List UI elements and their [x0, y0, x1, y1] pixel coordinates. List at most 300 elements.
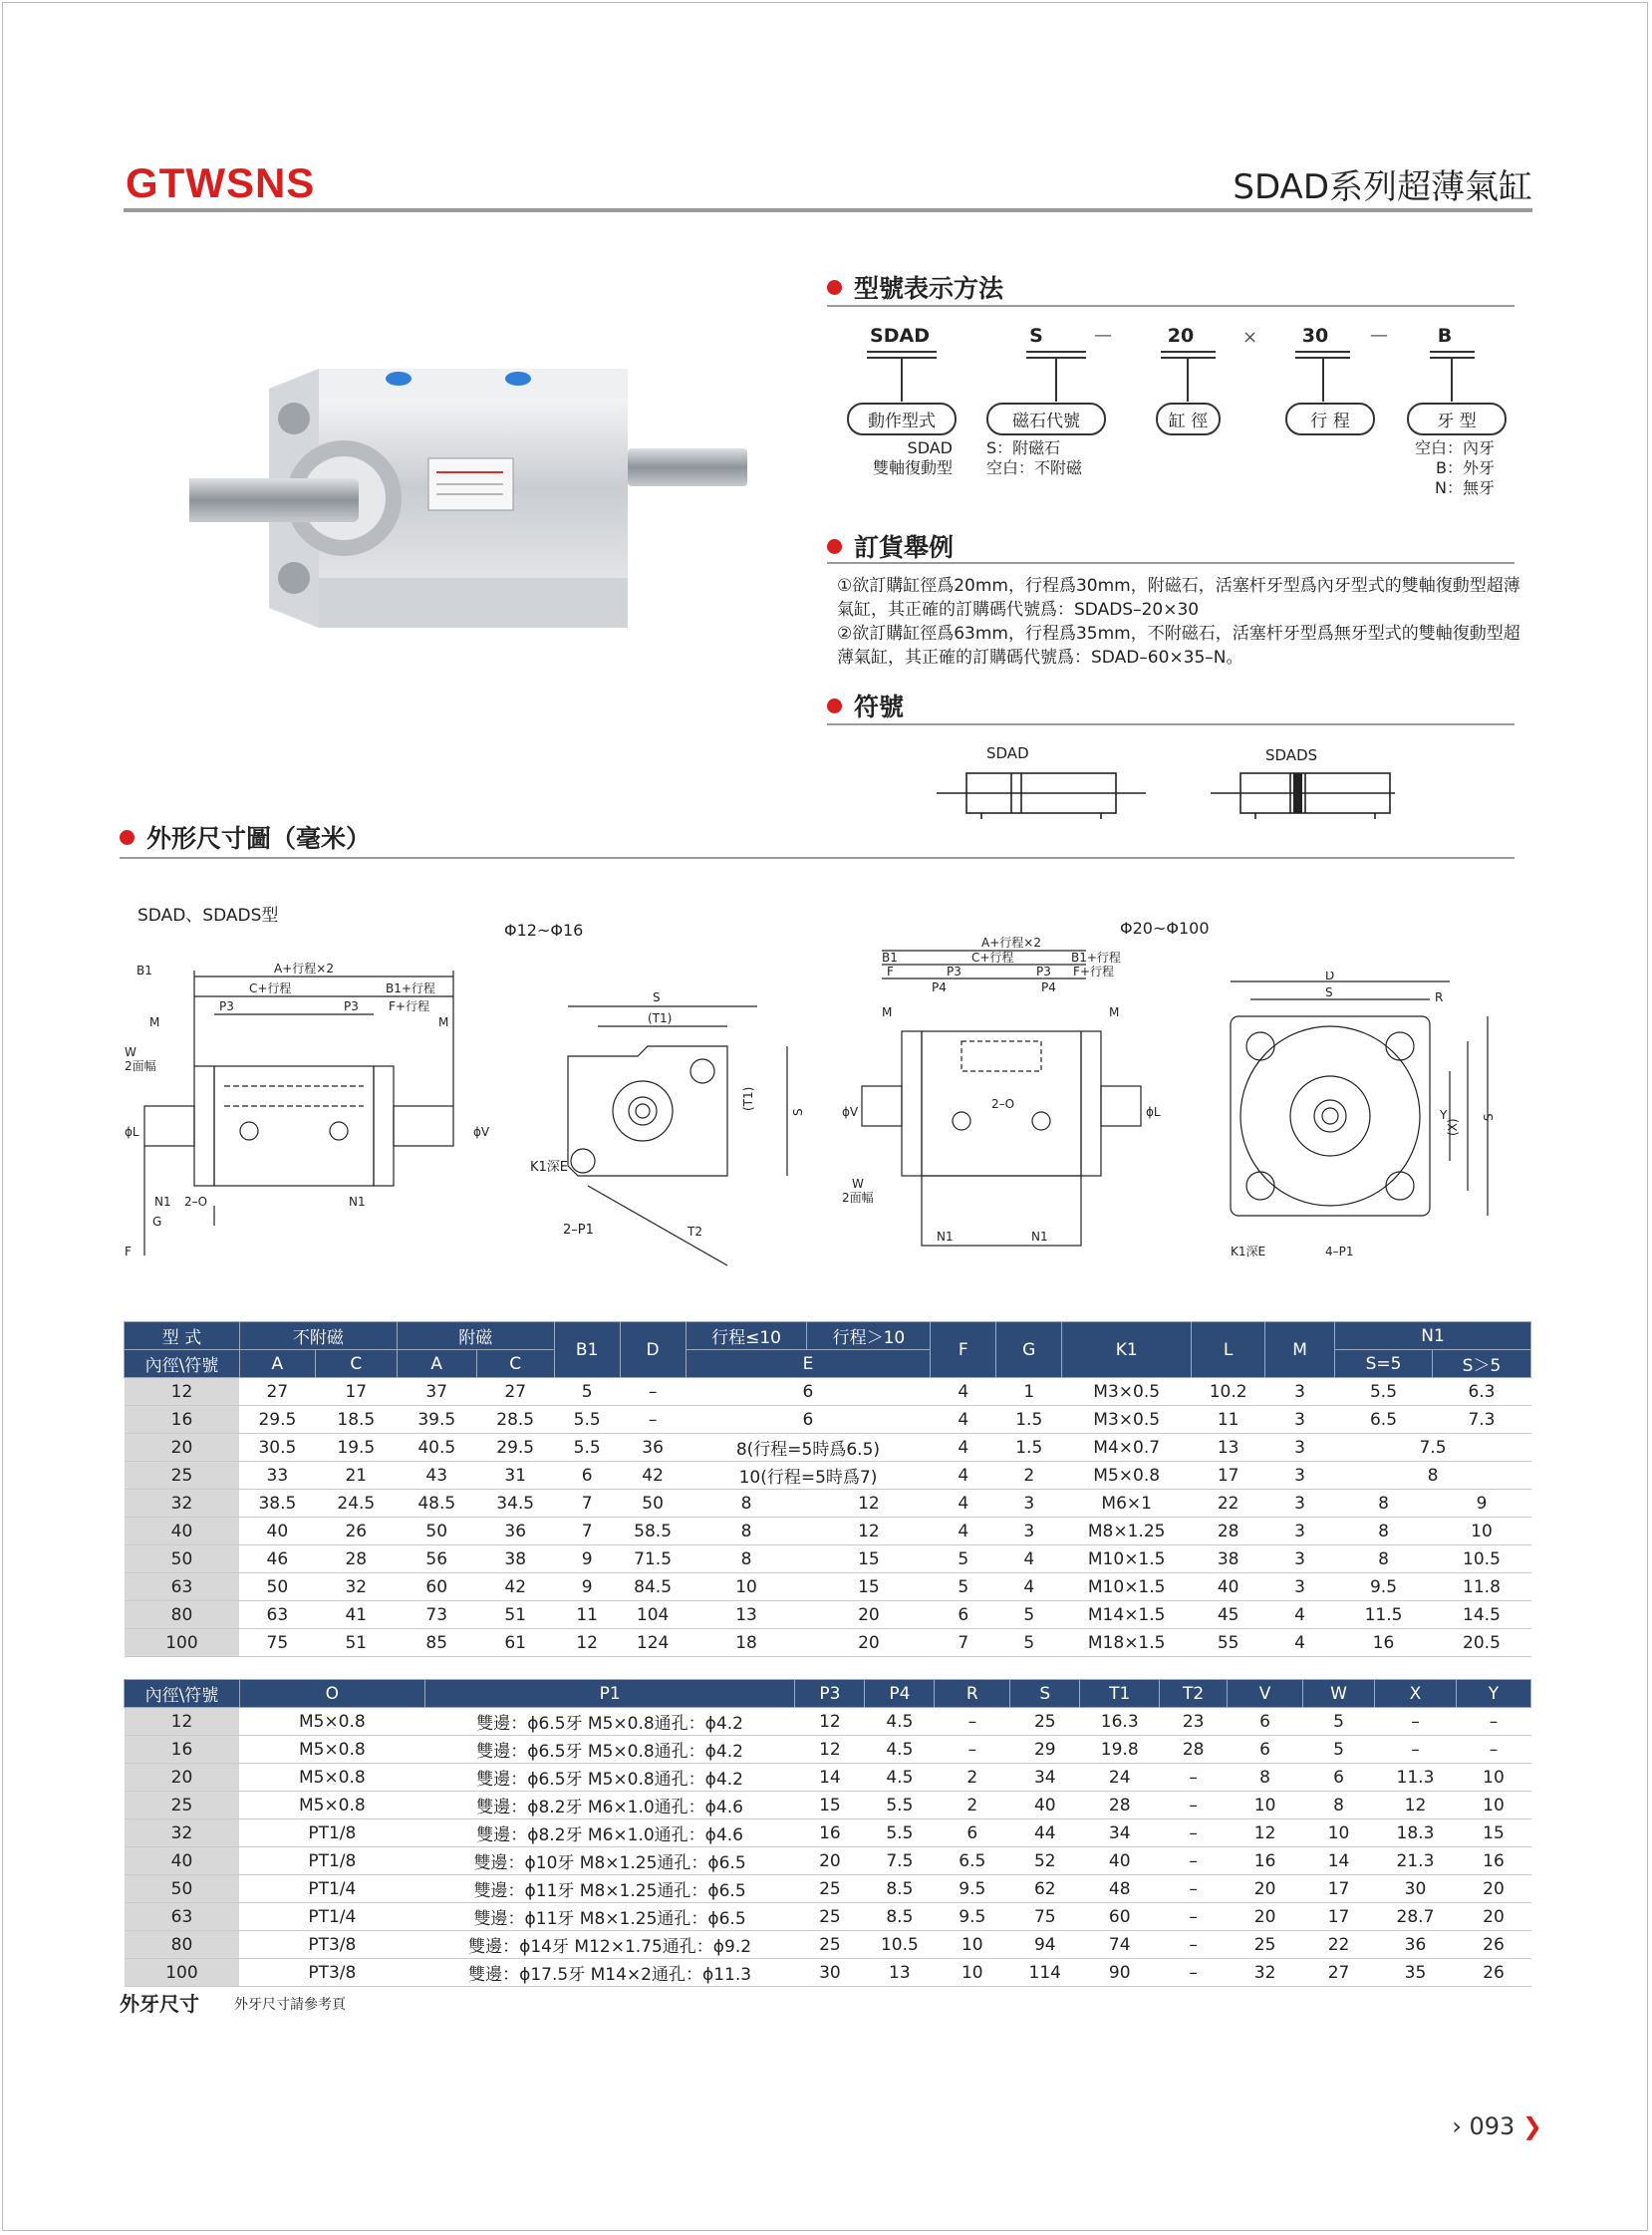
- section-title-model: 型號表示方法: [827, 269, 1003, 305]
- table-cell: 12: [807, 1518, 931, 1545]
- th-l: L: [1192, 1322, 1265, 1378]
- table-cell: 7: [931, 1629, 996, 1657]
- table-cell: 28: [1192, 1518, 1265, 1545]
- table-cell: 25: [795, 1903, 865, 1931]
- table-cell: 11.3: [1375, 1764, 1457, 1792]
- table-header-cell: P1: [424, 1680, 795, 1708]
- table-header-cell: R: [935, 1680, 1010, 1708]
- symbol-label-sdads: SDADS: [1265, 746, 1318, 764]
- label-2p1: 2–P1: [563, 1223, 594, 1238]
- table-row: [125, 1959, 1531, 1987]
- table-cell: M5×0.8: [239, 1764, 424, 1792]
- th-magnet: 附磁: [397, 1322, 554, 1350]
- table-cell: 10: [935, 1959, 1010, 1987]
- table-cell: –: [1160, 1875, 1228, 1903]
- table-row: [125, 1629, 1531, 1657]
- table-cell: 9: [554, 1573, 620, 1601]
- table-cell: 3: [1265, 1545, 1335, 1573]
- table-cell: 9.5: [935, 1875, 1010, 1903]
- table-cell: 雙邊：ϕ8.2牙 M6×1.0通孔：ϕ4.6: [424, 1819, 795, 1847]
- table-row: [125, 1764, 1531, 1792]
- table-cell: 5: [1303, 1736, 1375, 1764]
- table-cell: 27: [239, 1378, 315, 1406]
- dim-w2-large: 2面幅: [842, 1191, 874, 1205]
- order-example-2: ②欲訂購缸徑爲63mm，行程爲35mm，不附磁石，活塞杆牙型爲無牙型式的雙軸復動型超薄氣缸，其正確的訂購碼代號爲：SDAD–60×35–N。: [837, 624, 1520, 668]
- table-cell: 10: [935, 1931, 1010, 1959]
- table-cell: 2: [935, 1792, 1010, 1819]
- table-cell: 8: [686, 1518, 807, 1545]
- dim-s: S: [653, 990, 661, 1004]
- table-row: [125, 1434, 1531, 1462]
- table2-body: [125, 1708, 1531, 1987]
- table-cell: 73: [397, 1601, 476, 1629]
- table-cell: 6: [1228, 1736, 1303, 1764]
- table-cell: 4.5: [865, 1708, 935, 1736]
- th-b1: B1: [554, 1322, 620, 1378]
- table-cell: 4: [931, 1490, 996, 1518]
- table-cell: 29: [1010, 1736, 1080, 1764]
- table-cell: 17: [1303, 1903, 1375, 1931]
- th-a-magnet: A: [397, 1350, 476, 1378]
- section-divider: [120, 857, 1514, 859]
- table-cell: 9: [554, 1545, 620, 1573]
- dim-s-vertical-large: S: [1482, 1113, 1496, 1121]
- table-cell: 雙邊：ϕ6.5牙 M5×0.8通孔：ϕ4.2: [424, 1736, 795, 1764]
- dim-p3-large: P3: [947, 965, 962, 978]
- table-cell: 6.5: [935, 1847, 1010, 1875]
- table-cell: 10: [1303, 1819, 1375, 1847]
- table-cell: 36: [1375, 1931, 1457, 1959]
- table-cell: 25: [125, 1792, 240, 1819]
- table-cell: 34: [1080, 1819, 1160, 1847]
- table-cell: M3×0.5: [1062, 1406, 1192, 1434]
- table-cell: 9.5: [935, 1903, 1010, 1931]
- table-cell: 11: [554, 1601, 620, 1629]
- table-header-cell: O: [239, 1680, 424, 1708]
- table-cell: 38: [476, 1545, 554, 1573]
- table-cell: 雙邊：ϕ8.2牙 M6×1.0通孔：ϕ4.6: [424, 1792, 795, 1819]
- code-label-magnet: 磁石代號: [986, 403, 1106, 435]
- table-row: [125, 1903, 1531, 1931]
- table-cell: 7.3: [1432, 1406, 1530, 1434]
- dim-c-stroke-large: C+行程: [971, 951, 1014, 965]
- table-cell: 10: [686, 1573, 807, 1601]
- drawing-end-large: [1211, 972, 1510, 1270]
- table-cell: 15: [795, 1792, 865, 1819]
- table-cell: 6: [554, 1462, 620, 1490]
- table-row: [125, 1931, 1531, 1959]
- table-cell: 19.8: [1080, 1736, 1160, 1764]
- code-desc-action: SDAD 雙軸復動型: [872, 438, 953, 477]
- table-cell: 16: [1335, 1629, 1433, 1657]
- table-cell: 75: [1010, 1903, 1080, 1931]
- dim-b1-large: B1: [882, 951, 898, 965]
- table-cell: 29.5: [239, 1406, 315, 1434]
- table-cell: 5.5: [865, 1792, 935, 1819]
- table-cell: 5: [1303, 1708, 1375, 1736]
- table-cell: 60: [397, 1573, 476, 1601]
- code-part-thread: B: [1437, 325, 1453, 347]
- table-cell: 40: [1010, 1792, 1080, 1819]
- table-cell: 17: [1192, 1462, 1265, 1490]
- table-cell: M8×1.25: [1062, 1518, 1192, 1545]
- table-cell: 32: [125, 1819, 240, 1847]
- table-row: [125, 1792, 1531, 1819]
- header-divider: [124, 208, 1532, 212]
- table1-body: [125, 1378, 1531, 1657]
- table-cell: 8: [686, 1490, 807, 1518]
- table-cell: 15: [1456, 1819, 1530, 1847]
- order-example-1: ①欲訂購缸徑爲20mm，行程爲30mm，附磁石，活塞杆牙型爲內牙型式的雙軸復動型超薄氣缸，其正確的訂購碼代號爲：SDADS–20×30: [837, 576, 1520, 620]
- table-cell: 51: [315, 1629, 397, 1657]
- table-cell: 28.5: [476, 1406, 554, 1434]
- table-cell: 28: [315, 1545, 397, 1573]
- table-cell: 雙邊：ϕ6.5牙 M5×0.8通孔：ϕ4.2: [424, 1764, 795, 1792]
- table-cell: 25: [795, 1931, 865, 1959]
- table-cell: 13: [1192, 1434, 1265, 1462]
- table-cell: 52: [1010, 1847, 1080, 1875]
- table-cell: 46: [239, 1545, 315, 1573]
- dim-p3-large-right: P3: [1036, 965, 1051, 978]
- table-cell: 18: [686, 1629, 807, 1657]
- table-cell: –: [1160, 1764, 1228, 1792]
- table-cell: 10: [1456, 1792, 1530, 1819]
- th-no-magnet: 不附磁: [239, 1322, 397, 1350]
- table-cell: 10.5: [1432, 1545, 1530, 1573]
- table-cell: 21: [315, 1462, 397, 1490]
- table-cell: 19.5: [315, 1434, 397, 1462]
- th-stroke-gt10: 行程＞10: [807, 1322, 931, 1350]
- dim-phi-v-large: ϕV: [842, 1105, 859, 1119]
- table-cell: 7.5: [1335, 1434, 1531, 1462]
- dim-phi-l: ϕL: [125, 1125, 139, 1139]
- brand-logo: GTWSNS: [126, 159, 316, 206]
- table-cell: 55: [1192, 1629, 1265, 1657]
- table-cell: 16: [1456, 1847, 1530, 1875]
- table-cell: 3: [1265, 1434, 1335, 1462]
- code-desc-thread: 空白：內牙 B：外牙 N：無牙: [1414, 438, 1495, 497]
- table-cell: 40: [239, 1518, 315, 1545]
- table-header-cell: T2: [1160, 1680, 1228, 1708]
- table-cell: 3: [996, 1518, 1062, 1545]
- dimension-type-label: SDAD、SDADS型: [138, 906, 279, 926]
- dim-w-large: W: [852, 1177, 864, 1191]
- table-cell: 4: [931, 1434, 996, 1462]
- table-cell: 8.5: [865, 1903, 935, 1931]
- table-cell: 4: [1265, 1629, 1335, 1657]
- table-cell: 6: [686, 1406, 931, 1434]
- footer-note: 外牙尺寸請參考頁: [234, 1997, 346, 2013]
- table-cell: 6: [935, 1819, 1010, 1847]
- table-cell: 25: [1228, 1931, 1303, 1959]
- table-cell: 34.5: [476, 1490, 554, 1518]
- table-cell: 12: [125, 1378, 240, 1406]
- table-cell: 10.5: [865, 1931, 935, 1959]
- th-k1: K1: [1062, 1322, 1192, 1378]
- dim-t2: T2: [688, 1225, 702, 1239]
- table-cell: 7: [554, 1518, 620, 1545]
- table-cell: 雙邊：ϕ10牙 M8×1.25通孔：ϕ6.5: [424, 1847, 795, 1875]
- table-cell: PT1/8: [239, 1847, 424, 1875]
- table-cell: 30: [1375, 1875, 1457, 1903]
- th-bore: 內徑\符號: [125, 1350, 240, 1378]
- dim-w2: 2面幅: [125, 1059, 156, 1073]
- table-cell: 8: [1228, 1764, 1303, 1792]
- code-dash: —: [1370, 325, 1388, 346]
- dim-phi-v: ϕV: [473, 1125, 490, 1139]
- table-cell: 80: [125, 1931, 240, 1959]
- table-cell: 12: [807, 1490, 931, 1518]
- th-s5: S=5: [1335, 1350, 1433, 1378]
- table-cell: 2: [935, 1764, 1010, 1792]
- table-cell: 5.5: [554, 1434, 620, 1462]
- table-cell: 8: [1335, 1518, 1433, 1545]
- table-cell: 50: [239, 1573, 315, 1601]
- table-cell: 22: [1192, 1490, 1265, 1518]
- table-cell: 61: [476, 1629, 554, 1657]
- th-model: 型 式: [125, 1322, 240, 1350]
- table-cell: 3: [996, 1490, 1062, 1518]
- table-cell: 28: [1080, 1792, 1160, 1819]
- table-row: [125, 1875, 1531, 1903]
- table-cell: PT1/8: [239, 1819, 424, 1847]
- table-cell: 42: [476, 1573, 554, 1601]
- table-cell: 20: [1228, 1875, 1303, 1903]
- dim-p4-large-right: P4: [1041, 980, 1056, 994]
- table-cell: 10: [1456, 1764, 1530, 1792]
- table-cell: 4.5: [865, 1736, 935, 1764]
- table-cell: 5: [996, 1629, 1062, 1657]
- table-row: [125, 1601, 1531, 1629]
- table-cell: PT1/4: [239, 1903, 424, 1931]
- table-cell: 36: [476, 1518, 554, 1545]
- section-title-dimensions: 外形尺寸圖（毫米）: [120, 819, 371, 855]
- table-cell: PT3/8: [239, 1931, 424, 1959]
- table-cell: 17: [1303, 1875, 1375, 1903]
- table-cell: 32: [125, 1490, 240, 1518]
- table-cell: 28: [1160, 1736, 1228, 1764]
- table-cell: –: [1160, 1959, 1228, 1987]
- code-part-bore: 20: [1167, 325, 1195, 347]
- table-cell: 3: [1265, 1462, 1335, 1490]
- code-desc-magnet: S：附磁石 空白：不附磁: [986, 438, 1083, 477]
- table-cell: 36: [620, 1434, 686, 1462]
- table-cell: 8: [686, 1545, 807, 1573]
- table-cell: 50: [125, 1875, 240, 1903]
- table-cell: M6×1: [1062, 1490, 1192, 1518]
- dim-b1: B1: [137, 964, 152, 978]
- table-cell: 1.5: [996, 1406, 1062, 1434]
- th-c: C: [315, 1350, 397, 1378]
- dim-b1-stroke-large: B1+行程: [1071, 951, 1121, 965]
- table-cell: –: [935, 1708, 1010, 1736]
- table-cell: 7: [554, 1490, 620, 1518]
- table-cell: PT3/8: [239, 1959, 424, 1987]
- table-cell: 104: [620, 1601, 686, 1629]
- th-d: D: [620, 1322, 686, 1378]
- table-cell: 1: [996, 1378, 1062, 1406]
- table-cell: 17: [315, 1378, 397, 1406]
- table-cell: 124: [620, 1629, 686, 1657]
- table-cell: 39.5: [397, 1406, 476, 1434]
- bullet-dot-icon: [827, 539, 842, 554]
- code-label-thread: 牙 型: [1407, 403, 1507, 435]
- bullet-dot-icon: [827, 698, 842, 713]
- dim-b1-stroke: B1+行程: [386, 981, 435, 995]
- spec-table-1: [124, 1321, 1531, 1657]
- table-cell: 26: [315, 1518, 397, 1545]
- table-cell: 25: [795, 1875, 865, 1903]
- table-cell: 71.5: [620, 1545, 686, 1573]
- table-row: [125, 1708, 1531, 1736]
- table-cell: –: [620, 1378, 686, 1406]
- table-cell: 16.3: [1080, 1708, 1160, 1736]
- dim-n1: N1: [154, 1195, 171, 1209]
- table-cell: 80: [125, 1601, 240, 1629]
- table-cell: 27: [476, 1378, 554, 1406]
- th-m: M: [1265, 1322, 1335, 1378]
- table-cell: 13: [865, 1959, 935, 1987]
- pneumatic-symbol: [937, 767, 1395, 822]
- table-cell: 8: [1335, 1462, 1531, 1490]
- table-row: [125, 1406, 1531, 1434]
- code-label-action: 動作型式: [847, 403, 957, 435]
- table-header-cell: P3: [795, 1680, 865, 1708]
- table-cell: 11: [1192, 1406, 1265, 1434]
- table-cell: 25: [125, 1462, 240, 1490]
- dim-y: Y: [1440, 1108, 1448, 1122]
- table-cell: 40: [1080, 1847, 1160, 1875]
- table-cell: 6: [1303, 1764, 1375, 1792]
- table-cell: 8: [1303, 1792, 1375, 1819]
- table-cell: 20: [807, 1601, 931, 1629]
- table-cell: 38.5: [239, 1490, 315, 1518]
- code-label-bore: 缸 徑: [1156, 403, 1221, 435]
- table-cell: 43: [397, 1462, 476, 1490]
- dim-2o-large: 2–O: [991, 1097, 1015, 1111]
- table-cell: 48: [1080, 1875, 1160, 1903]
- table-cell: 11.8: [1432, 1573, 1530, 1601]
- table-cell: 75: [239, 1629, 315, 1657]
- dim-n1-right: N1: [349, 1195, 366, 1209]
- dim-m: M: [149, 1015, 160, 1029]
- table-cell: 14: [1303, 1847, 1375, 1875]
- table-cell: M3×0.5: [1062, 1378, 1192, 1406]
- table-cell: 94: [1010, 1931, 1080, 1959]
- table-cell: 8: [1335, 1545, 1433, 1573]
- dim-s-vertical: S: [791, 1108, 805, 1116]
- table-cell: 26: [1456, 1959, 1530, 1987]
- table-cell: 2: [996, 1462, 1062, 1490]
- table-cell: 90: [1080, 1959, 1160, 1987]
- large-bore-label: Φ20~Φ100: [1120, 919, 1210, 938]
- table-cell: 5: [996, 1601, 1062, 1629]
- table-row: [125, 1819, 1531, 1847]
- dim-p3-right: P3: [344, 999, 359, 1013]
- dim-f-stroke: F+行程: [389, 999, 429, 1013]
- table-cell: M10×1.5: [1062, 1545, 1192, 1573]
- dim-f: F: [125, 1245, 132, 1258]
- table-cell: 18.3: [1375, 1819, 1457, 1847]
- table-cell: 20: [1456, 1903, 1530, 1931]
- order-examples: [837, 574, 1534, 670]
- dim-m-right: M: [438, 1015, 449, 1029]
- table-cell: 85: [397, 1629, 476, 1657]
- table-header-cell: 內徑\符號: [125, 1680, 240, 1708]
- table-cell: 4: [996, 1573, 1062, 1601]
- table-cell: 56: [397, 1545, 476, 1573]
- table-cell: 60: [1080, 1903, 1160, 1931]
- table-cell: 雙邊：ϕ11牙 M8×1.25通孔：ϕ6.5: [424, 1903, 795, 1931]
- table-cell: 雙邊：ϕ17.5牙 M14×2通孔：ϕ11.3: [424, 1959, 795, 1987]
- table-cell: 4: [931, 1406, 996, 1434]
- table-cell: 11.5: [1335, 1601, 1433, 1629]
- table-cell: 8: [1335, 1490, 1433, 1518]
- table-cell: 16: [1228, 1847, 1303, 1875]
- dim-k1e-large: K1深E: [1231, 1245, 1266, 1258]
- table-row: [125, 1573, 1531, 1601]
- table-cell: 100: [125, 1959, 240, 1987]
- table-cell: 20: [125, 1434, 240, 1462]
- drawing-side-small: [125, 957, 523, 1275]
- dim-p3: P3: [219, 999, 234, 1013]
- table-cell: 10: [1432, 1518, 1530, 1545]
- table-cell: 63: [125, 1573, 240, 1601]
- dim-a-stroke-large: A+行程×2: [981, 937, 1041, 950]
- table-cell: 5.5: [865, 1819, 935, 1847]
- table-cell: 12: [795, 1736, 865, 1764]
- table-row: [125, 1490, 1531, 1518]
- dim-n1-large: N1: [937, 1230, 954, 1244]
- table-cell: 48.5: [397, 1490, 476, 1518]
- table-cell: 34: [1010, 1764, 1080, 1792]
- table-cell: 10(行程=5時爲7): [686, 1462, 931, 1490]
- page-title: SDAD系列超薄氣缸: [1233, 167, 1532, 207]
- table-cell: 20: [807, 1629, 931, 1657]
- table-cell: 8(行程=5時爲6.5): [686, 1434, 931, 1462]
- th-g: G: [996, 1322, 1062, 1378]
- table-cell: 24.5: [315, 1490, 397, 1518]
- table-cell: 40: [1192, 1573, 1265, 1601]
- section-divider: [827, 305, 1514, 307]
- table1-header-row-1: [125, 1322, 1531, 1350]
- table-cell: 5: [931, 1545, 996, 1573]
- table-cell: –: [1160, 1792, 1228, 1819]
- table-cell: 12: [554, 1629, 620, 1657]
- table-cell: 37: [397, 1378, 476, 1406]
- table-row: [125, 1378, 1531, 1406]
- table-cell: 38: [1192, 1545, 1265, 1573]
- dim-w: W: [125, 1045, 137, 1059]
- table-cell: 7.5: [865, 1847, 935, 1875]
- code-times: ×: [1242, 327, 1258, 348]
- next-arrow-icon: ❯: [1521, 2112, 1542, 2140]
- dim-a-stroke: A+行程×2: [274, 962, 334, 976]
- table-cell: 12: [1375, 1792, 1457, 1819]
- th-c-magnet: C: [476, 1350, 554, 1378]
- table-cell: 5.5: [1335, 1378, 1433, 1406]
- table-cell: 16: [795, 1819, 865, 1847]
- th-stroke-le10: 行程≤10: [686, 1322, 807, 1350]
- table-cell: 4: [931, 1378, 996, 1406]
- table-header-cell: P4: [865, 1680, 935, 1708]
- table-cell: 4: [931, 1518, 996, 1545]
- table-cell: M10×1.5: [1062, 1573, 1192, 1601]
- table-cell: –: [1375, 1736, 1457, 1764]
- table-cell: 44: [1010, 1819, 1080, 1847]
- table-cell: 9: [1432, 1490, 1530, 1518]
- table-cell: 20: [795, 1847, 865, 1875]
